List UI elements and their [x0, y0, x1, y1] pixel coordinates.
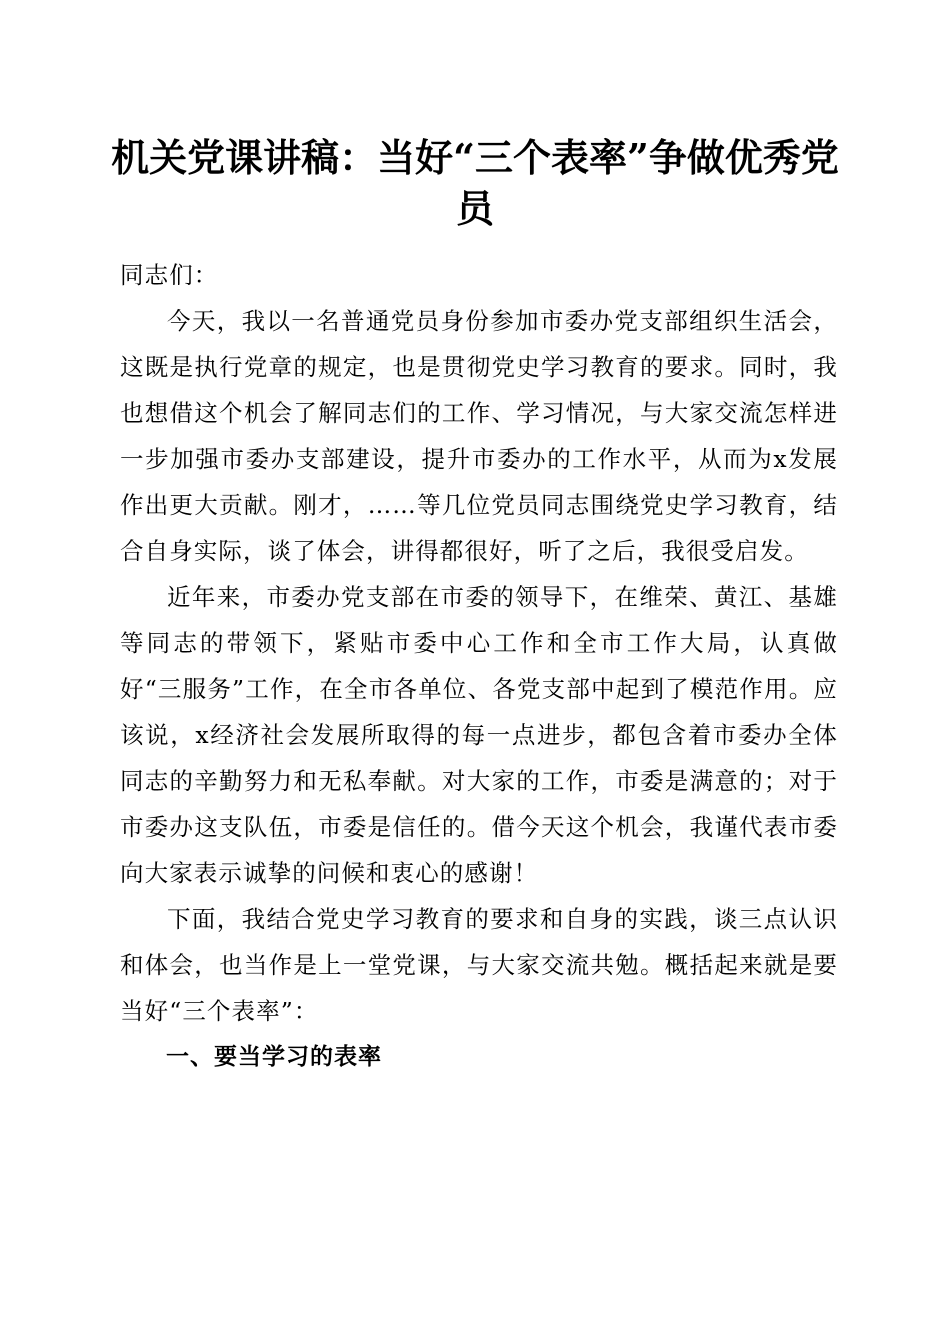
paragraph-three-examples: 下面，我结合党史学习教育的要求和自身的实践，谈三点认识和体会，也当作是上一堂党课，与大家交流共勉。概括起来就是要当好“三个表率”：	[120, 905, 838, 1025]
paragraph-recent-years: 近年来，市委办党支部在市委的领导下，在维荣、黄江、基雄等同志的带领下，紧贴市委中心工作和全市工作大局，认真做好“三服务”工作，在全市各单位、各党支部中起到了模范作用。应该说，x经济社会发展所取得的每一点进步，都包含着市委办全体同志的辛勤努力和无私奉献。对大家的工作，市委是满意的；对于市委办这支队伍，市委是信任的。借今天这个机会，我谨代表市委向大家表示诚挚的问候和衷心的感谢！	[120, 583, 838, 887]
paragraph-opening: 今天，我以一名普通党员身份参加市委办党支部组织生活会，这既是执行党章的规定，也是贯彻党史学习教育的要求。同时，我也想借这个机会了解同志们的工作、学习情况，与大家交流怎样进一步加强市委办支部建设，提升市委办的工作水平，从而为x发展作出更大贡献。刚才，……等几位党员同志围绕党史学习教育，结合自身实际，谈了体会，讲得都很好，听了之后，我很受启发。	[120, 307, 838, 565]
salutation: 同志们：	[120, 261, 219, 289]
document-body	[120, 252, 838, 1080]
document-title: 机关党课讲稿：当好“三个表率”争做优秀党员	[111, 135, 839, 231]
section-heading: 一、要当学习的表率	[166, 1044, 382, 1070]
